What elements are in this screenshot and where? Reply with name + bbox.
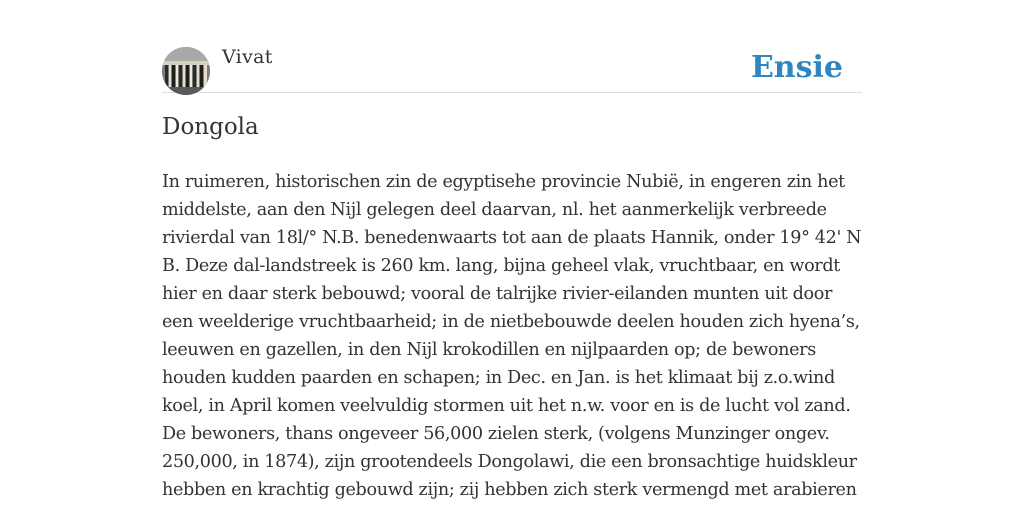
source-name[interactable]: Vivat [222, 46, 273, 68]
header [162, 46, 862, 93]
article-body: In ruimeren, historischen zin de egyptisehe provincie Nubië, in engeren zin het middelste, aan den Nijl gelegen deel daarvan, nl. het aanmerkelijk verbreede rivierdal van 18l/° N.B. benedenwaarts tot aan de plaats Hannik, onder 19° 42' N B. Deze dal-landstreek is 260 km. lang, bijna geheel vlak, vruchtbaar, en wordt hier en daar sterk bebouwd; vooral de talrijke rivier-eilanden munten uit door een weelderige vruchtbaarheid; in de nietbebouwde deelen houden zich hyena’s, leeuwen en gazellen, in den Nijl krokodillen en nijlpaarden op; de bewoners houden kudden paarden en schapen; in Dec. en Jan. is het klimaat bij z.o.wind koel, in April komen veelvuldig stormen uit het n.w. voor en is de lucht vol zand. De bewoners, thans ongeveer 56,000 zielen sterk, (volgens Munzinger ongev. 250,000, in 1874), zijn grootendeels Dongolawi, die een bronsachtige huidskleur hebben en krachtig gebouwd zijn; zij hebben zich sterk vermengd met arabieren [162, 172, 862, 500]
source-avatar[interactable] [162, 47, 210, 95]
book-spines-icon [162, 47, 210, 95]
article-title: Dongola [162, 114, 259, 140]
brand-logo[interactable]: Ensie [750, 50, 843, 85]
